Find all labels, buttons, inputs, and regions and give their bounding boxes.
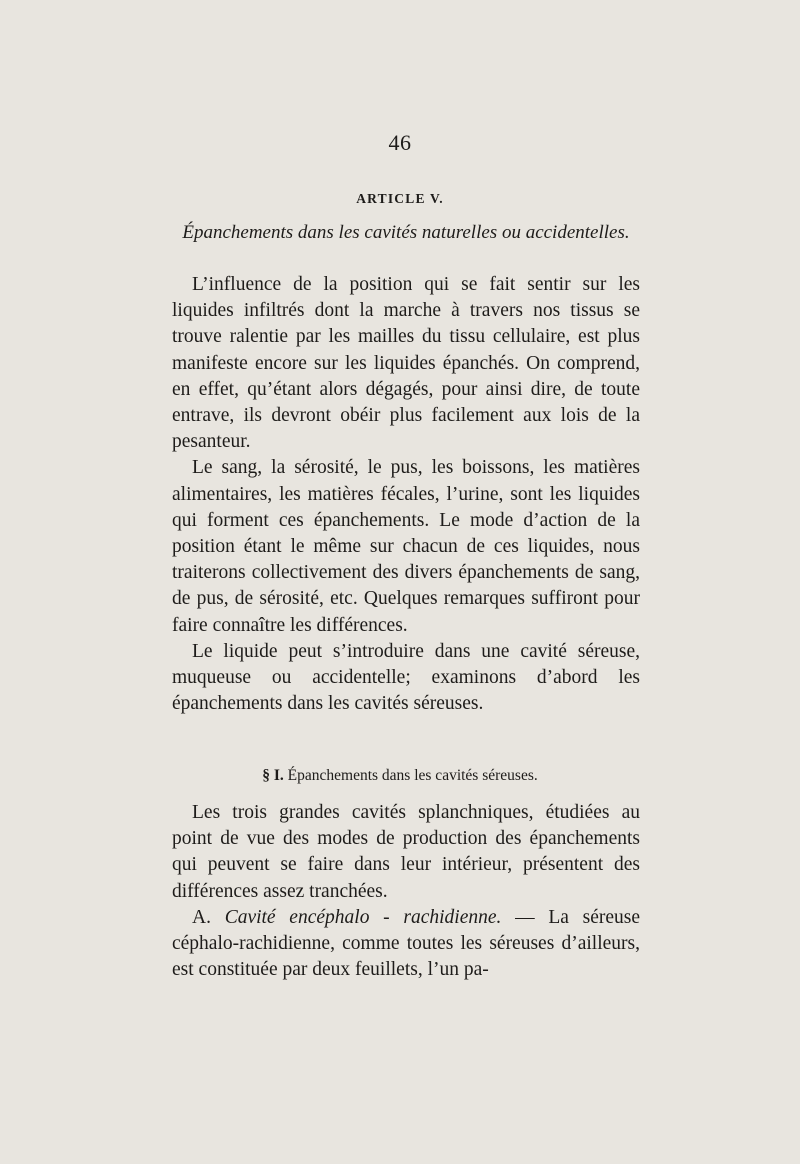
section-heading <box>0 767 800 785</box>
article-heading: ARTICLE V. <box>356 191 444 206</box>
article-subtitle: Épanchements dans les cavités naturelles ou accidentelles. <box>182 222 630 243</box>
section-paragraph: Les trois grandes cavités splanchniques, étudiées au point de vue des modes de production des épanchements qui peuvent se faire dans leur intérieur, présentent des différences assez tranchées. <box>172 802 640 902</box>
subsection-letter: A. <box>192 906 211 928</box>
page-number: 46 <box>388 130 412 155</box>
section-title: Épanchements dans les cavités séreuses. <box>287 767 538 784</box>
body-paragraph: Le liquide peut s’introduire dans une cavité séreuse, muqueuse ou accidentelle; examinons d’abord les épanchements dans les cavités séreuses. <box>172 640 640 715</box>
subsection-dash: — <box>515 906 535 928</box>
subsection-text: La séreuse céphalo-rachidienne, comme toutes les séreuses d’ailleurs, est constituée par deux feuillets, l’un pa- <box>172 906 640 981</box>
subsection-title: Cavité encéphalo - rachidienne. <box>224 906 502 928</box>
body-paragraph: Le sang, la sérosité, le pus, les boissons, les matières alimentaires, les matières fécales, l’urine, sont les liquides qui forment ces épanchements. Le mode d’action de la position étant le même sur chacun de ces liquides, nous traiterons collectivement des divers épanchements de sang, de pus, de sérosité, etc. Quelques remarques suffiront pour faire connaître les différences. <box>172 457 640 636</box>
section-number: § I. <box>262 767 284 784</box>
article-body <box>172 272 640 717</box>
body-paragraph: L’influence de la position qui se fait sentir sur les liquides infiltrés dont la marche à travers nos tissus se trouve ralentie par les mailles du tissu cellulaire, est plus manifeste encore sur les liquides épanchés. On comprend, en effet, qu’étant alors dégagés, pour ainsi dire, de toute entrave, ils devront obéir plus facilement aux lois de la pesanteur. <box>172 274 640 453</box>
section-body <box>172 800 640 983</box>
subsection-paragraph <box>172 905 640 984</box>
